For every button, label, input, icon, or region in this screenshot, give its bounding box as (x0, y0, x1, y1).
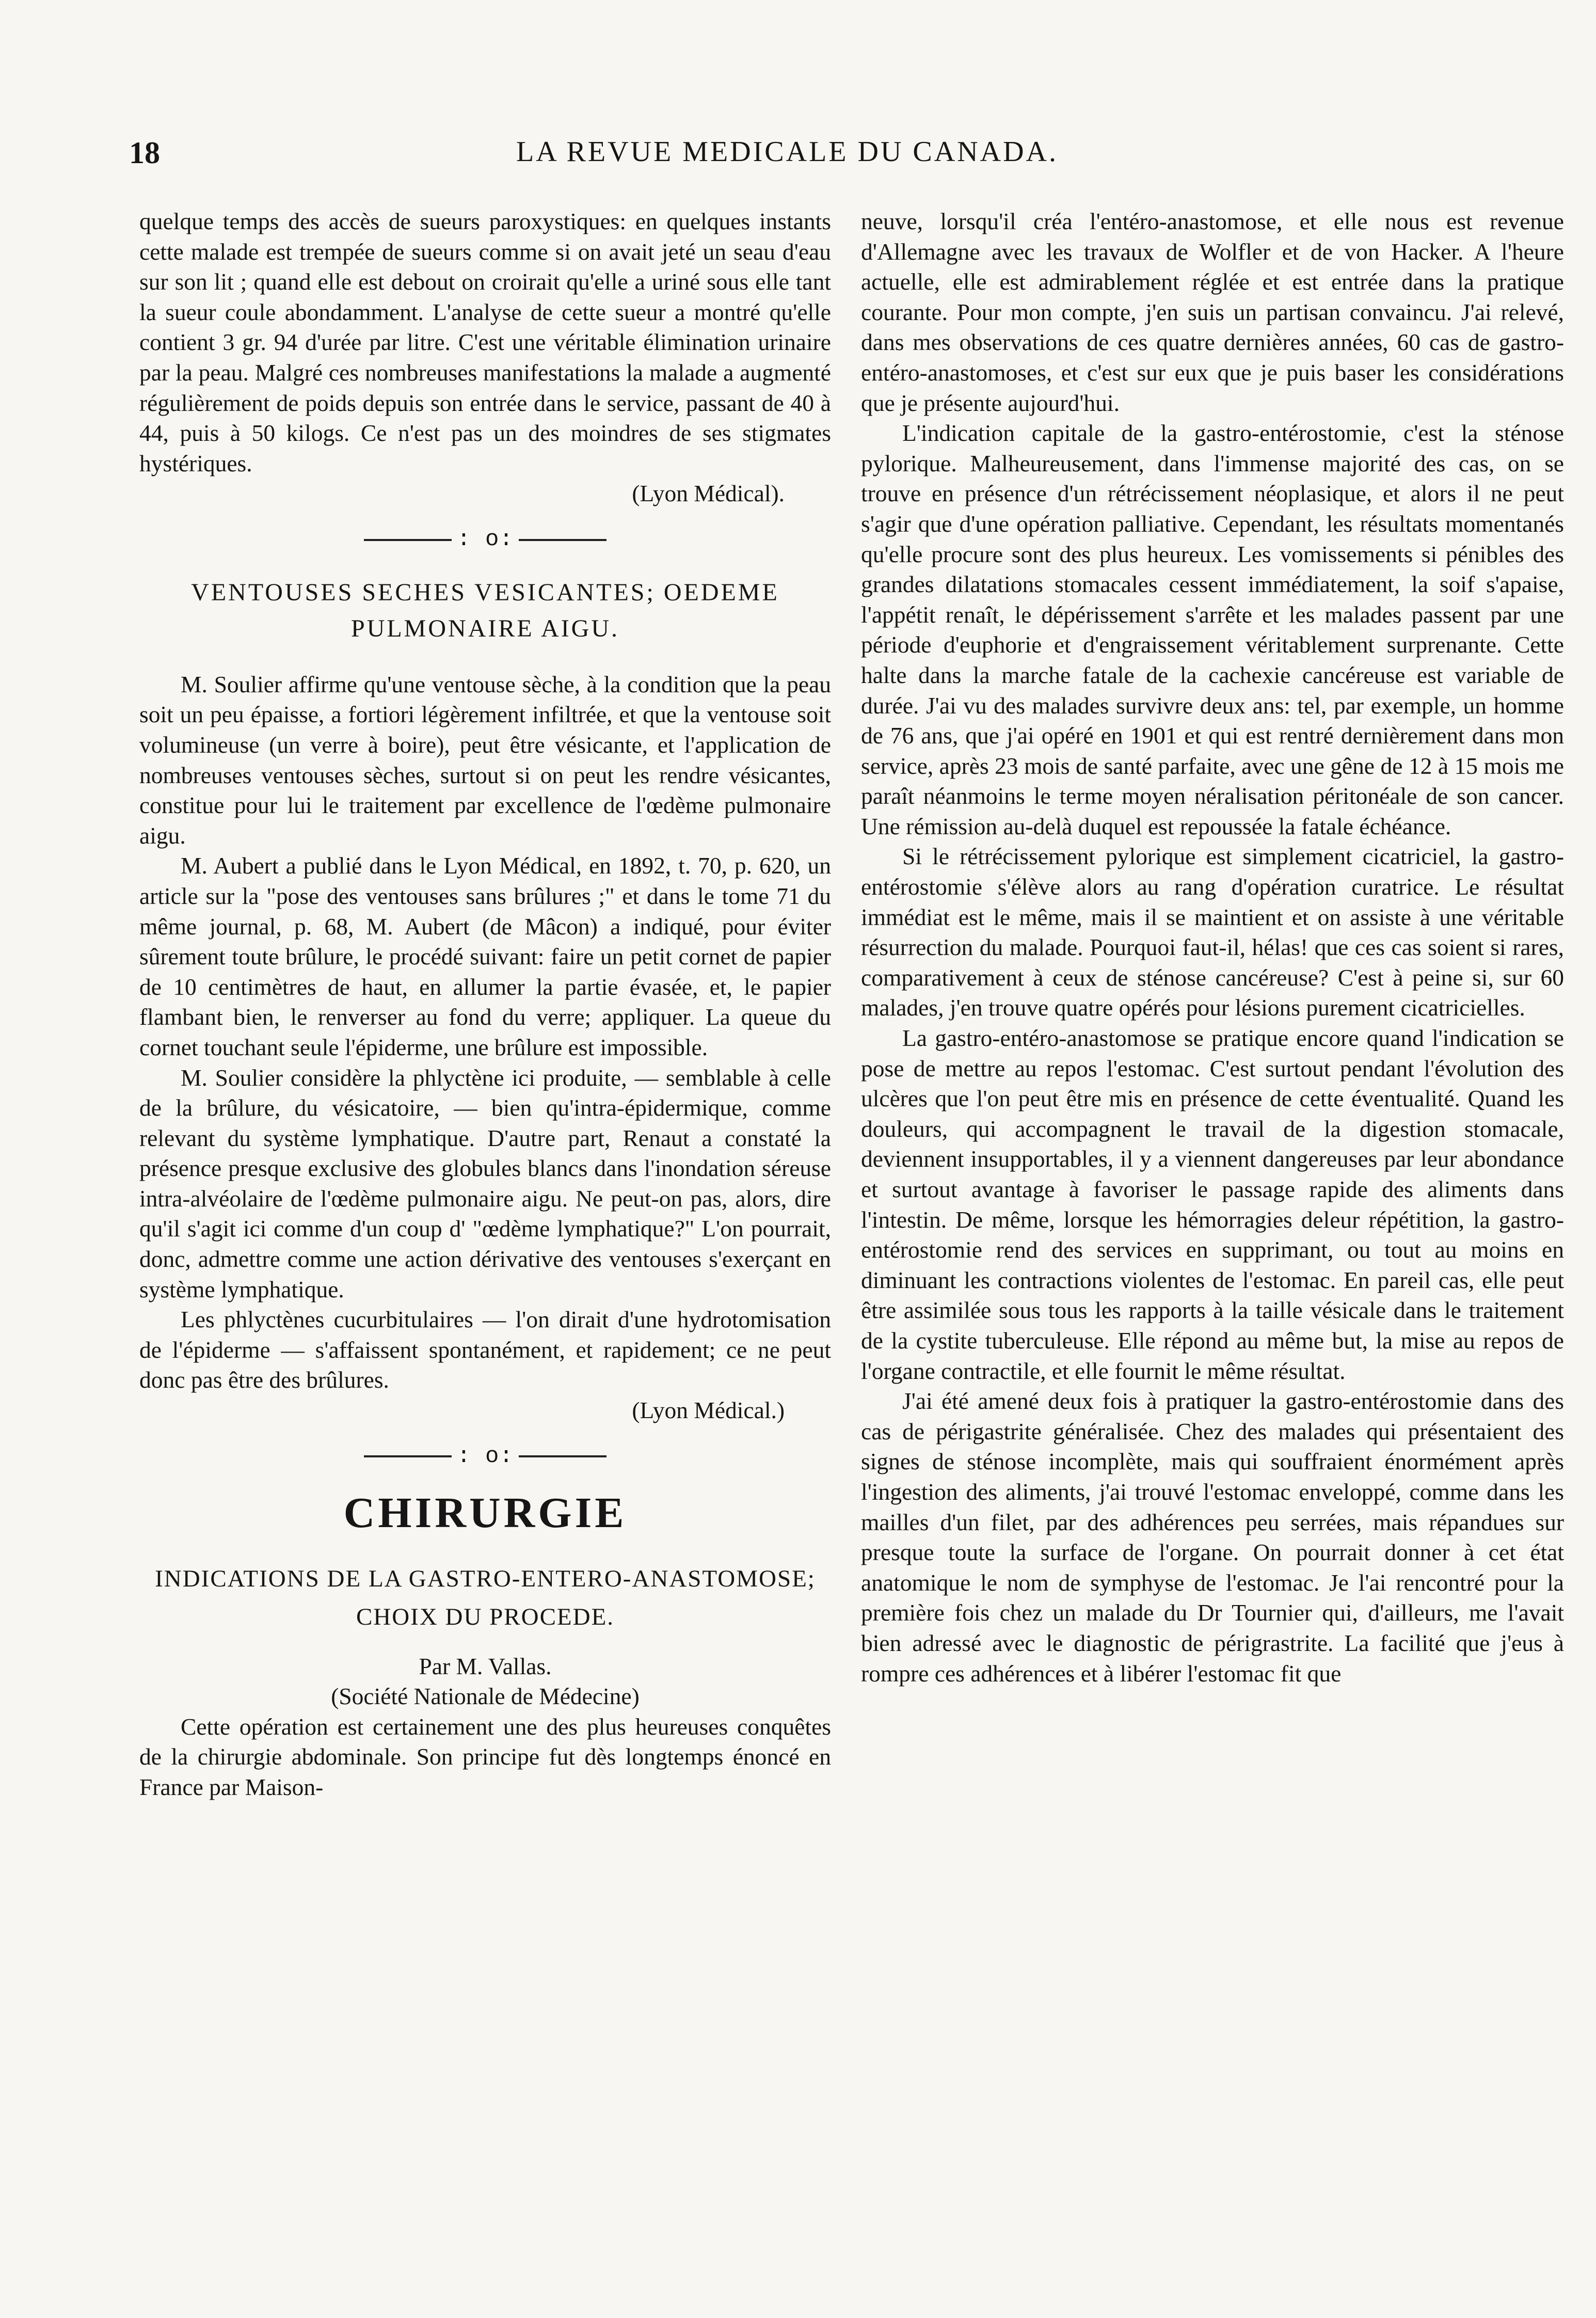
paragraph-cicatriciel: Si le rétrécissement pylorique est simplement cicatriciel, la gastro-entérostomie s'élève alors au rang d'opération curatrice. Le résultat immédiat est le même, mais il se maintient et on assiste à une véritable résurrection du malade. Pourquoi faut-il, hélas! que ces cas soient si rares, comparativement à ceux de sténose cancéreuse? C'est à peine si, sur 60 malades, j'en trouve quatre opérés pour lésions purement cicatricielles. (861, 843, 1564, 1021)
paragraph-continuation: neuve, lorsqu'il créa l'entéro-anastomose, et elle nous est revenue d'Allemagne avec les travaux de Wolfler et de von Hacker. A l'heure actuelle, elle est admirablement réglée et est entrée dans la pratique courante. Pour mon compte, j'en suis un partisan convaincu. J'ai relevé, dans mes observations de ces quatre dernières années, 60 cas de gastro-entéro-anastomoses, et c'est sur eux que je puis baser les considérations que je présente aujourd'hui. (861, 208, 1564, 416)
source-citation: (Lyon Médical). (632, 480, 785, 507)
paragraph-soulier-2: M. Soulier considère la phlyctène ici produite, — semblable à celle de la brûlure, du vésicatoire, — bien qu'intra-épidermique, comme relevant du système lymphatique. D'autre part, Renaut a constaté la présence presque exclusive des globules blancs dans l'inondation séreuse intra-alvéolaire de l'œdème pulmonaire aigu. Ne peut-on pas, alors, dire qu'il s'agit ici comme d'un coup d' "œdème lymphatique?" L'on pourrait, donc, admettre comme une action dérivative des ventouses s'exerçant en système lymphatique. (139, 1064, 831, 1303)
separator (139, 522, 831, 555)
paragraph-operation: Cette opération est certainement une des plus heureuses conquêtes de la chirurgie abdominale. Son principe fut dès longtemps énoncé en France par Maison- (139, 1713, 831, 1800)
source-citation: (Lyon Médical.) (632, 1397, 785, 1424)
paragraph-perigastrite: J'ai été amené deux fois à pratiquer la gastro-entérostomie dans des cas de périgastrite généralisée. Chez des malades qui présentaient des signes de sténose incomplète, mais qui souffraient énormément après l'ingestion des aliments, j'ai trouvé l'estomac enveloppé, comme dans les mailles d'un filet, par des adhérences peu serrées, mais répandues sur presque toute la surface de l'organe. On pourrait donner à cet état anatomique le nom de symphyse de l'estomac. Je l'ai rencontré pour la première fois chez un malade du Dr Tournier qui, d'ailleurs, me l'avait bien adressé avec le diagnostic de périgrastrite. La facilité que j'eus à rompre ces adhérences et à libérer l'estomac fit que (861, 1388, 1564, 1687)
paragraph-aubert: M. Aubert a publié dans le Lyon Médical, en 1892, t. 70, p. 620, un article sur la "pose des ventouses sans brûlures ;" et dans le tome 71 du même journal, p. 68, M. Aubert (de Mâcon) a indiqué, pour éviter sûrement toute brûlure, le procédé suivant: faire un petit cornet de papier de 10 centimètres de haut, en allumer la partie évasée, et, le papier flambant bien, le renverser au fond du verre; appliquer. La queue du cornet touchant seule l'épiderme, une brûlure est impossible. (139, 852, 831, 1060)
section-heading-chirurgie: CHIRURGIE (343, 1488, 627, 1537)
paragraph-repos: La gastro-entéro-anastomose se pratique encore quand l'indication se pose de mettre au repos l'estomac. C'est surtout pendant l'évolution des ulcères que l'on peut être mis en présence de cette éventualité. Quand les douleurs, qui accompagnent le travail de la digestion stomacale, deviennent insupportables, il y a viennent dangereuses par leur abondance et surtout avantage à favoriser le passage rapide des aliments dans l'intestin. De même, lorsque les hémorragies deleur répétition, la gastro-entérostomie rend des services en supprimant, ou tout au moins en diminuant les contractions violentes de l'estomac. En pareil cas, elle peut être assimilée sous tous les rapports à la taille vésicale dans le traitement de la cystite tuberculeuse. Elle répond au même but, la mise au repos de l'organe contractile, et elle fournit le même résultat. (861, 1025, 1564, 1384)
article-title: INDICATIONS DE LA GASTRO-ENTERO-ANASTOMOSE; CHOIX DU PROCEDE. (155, 1565, 816, 1630)
separator-mark: : o: (457, 527, 514, 553)
left-column (139, 207, 831, 1802)
paragraph-phlyctenes: Les phlyctènes cucurbitulaires — l'on dirait d'une hydrotomisation de l'épiderme — s'affaissent spontanément, et rapidement; ce ne peut donc pas être des brûlures. (139, 1306, 831, 1393)
paragraph-intro: quelque temps des accès de sueurs paroxystiques: en quelques instants cette malade est trempée de sueurs comme si on avait jeté un seau d'eau sur son lit ; quand elle est debout on croirait qu'elle a uriné sous elle tant la sueur coule abondamment. L'analyse de cette sueur a montré qu'elle contient 3 gr. 94 d'urée par litre. C'est une véritable élimination urinaire par la peau. Malgré ces nombreuses manifestations la malade a augmenté régulièrement de poids depuis son entrée dans le service, passant de 40 à 44, puis à 50 kilogs. Ce n'est pas un des moindres de ses stigmates hystériques. (139, 208, 831, 477)
society-name: (Société Nationale de Médecine) (331, 1683, 640, 1710)
paragraph-soulier-1: M. Soulier affirme qu'une ventouse sèche, à la condition que la peau soit un peu épaisse, a fortiori légèrement infiltrée, et que la ventouse soit volumineuse (un verre à boire), peut être vésicante, et l'application de nombreuses ventouses sèches, surtout si on peut les rendre vésicantes, constitue pour lui le traitement par excellence de l'œdème pulmonaire aigu. (139, 671, 831, 849)
article-author: Par M. Vallas. (419, 1653, 552, 1679)
separator-mark: : o: (457, 1443, 514, 1469)
running-title: LA REVUE MEDICALE DU CANADA. (516, 136, 1058, 168)
paragraph-indication: L'indication capitale de la gastro-entérostomie, c'est la sténose pylorique. Malheureusement, dans l'immense majorité des cas, on se trouve en présence d'un rétrécissement néoplasique, et alors il ne peut s'agir que d'une opération palliative. Cependant, les résultats momentanés qu'elle procure sont des plus heureux. Les vomissements si pénibles des grandes dilatations stomacales cessent immédiatement, la soif s'apaise, l'appétit renaît, le dépérissement s'arrête et les malades passent par une période d'euphorie et d'engraissement véritablement surprenante. Cette halte dans la marche fatale de la cachexie cancéreuse est variable de durée. J'ai vu des malades survivre deux ans: tel, par exemple, un homme de 76 ans, que j'ai opéré en 1901 et qui est rentré dernièrement dans mon service, après 23 mois de santé parfaite, avec une gêne de 12 à 15 mois me paraît néanmoins le terme moyen néralisation péritonéale de son cancer. Une rémission au-delà duquel est repoussée la fatale échéance. (861, 420, 1564, 839)
page-number: 18 (129, 136, 160, 170)
section-title-ventouses: VENTOUSES SECHES VESICANTES; OEDEME PULMONAIRE AIGU. (191, 578, 779, 642)
right-column (861, 207, 1564, 1689)
separator (139, 1439, 831, 1472)
